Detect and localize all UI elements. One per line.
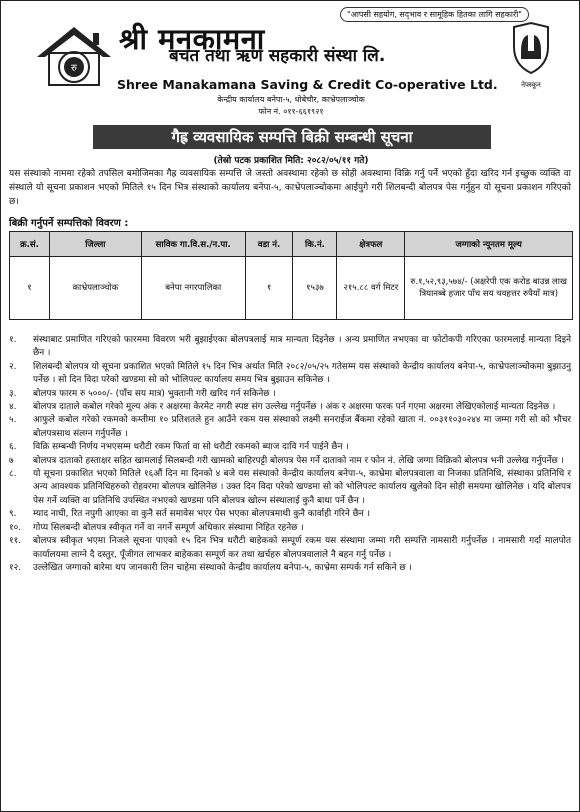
cell-ward: १ xyxy=(245,257,293,320)
office-address: केन्द्रीय कार्यालय बनेपा-५, धोबेचौर, काभ्रेपलाञ्चोक xyxy=(217,95,365,104)
table-header: क्षेत्रफल xyxy=(337,232,405,257)
cell-plot: १५३७ xyxy=(293,257,337,320)
list-item xyxy=(9,468,571,508)
cell-municipality: बनेपा नगरपालिका xyxy=(141,257,245,320)
table-header: कि.नं. xyxy=(293,232,337,257)
list-item xyxy=(9,388,571,401)
term-text: बोलपत्र स्वीकृत भएमा निजले सूचना पाएको १५ दिन भित्र धरौटी बाहेकको सम्पूर्ण रकम यस संस्थामा जम्मा गरी सम्पत्ति नामसारी गर्नुपर्नेछ । नामसारी गर्दा मालपोत कार्यालयमा लाग्ने दै दस्तुर, पूँजीगत लाभकर बाहेकका सम्पूर्ण कर तथा खर्चहरु बोलपत्रवालाले नै बहन गर्नु पर्नेछ । xyxy=(33,536,571,560)
term-text: बोलपत्र दाताले कबोल गरेको मूल्य अंक र अक्षरमा केरमेट नगरी स्पष्ट संग उल्लेख गर्नुपर्नेछ । अंक र अक्षरमा फरक पर्न गएमा अक्षरमा लेखिएकोलाई मान्यता दिइनेछ । xyxy=(33,402,556,413)
list-item xyxy=(9,562,571,575)
right-logo-caption: नेफ्स्कून xyxy=(521,81,541,89)
svg-text:रु: रु xyxy=(71,63,77,74)
term-text: बोलपत्र फारम रु ५०००/- (पाँच सय मात्र) भुक्तानी गरी खरिद गर्न सकिनेछ । xyxy=(33,388,276,399)
property-table xyxy=(9,231,573,320)
table-row xyxy=(10,257,573,320)
cooperative-logo xyxy=(33,23,115,89)
intro-paragraph: यस संस्थाको नाममा रहेको तपसिल बमोजिमका गैह्र व्यवसायिक सम्पत्ति जे जस्तो अवस्थामा रहेको छ सोही अवस्थामा विक्रि गर्नु पर्ने भएको हुँदा खरिद गर्न इच्छुक व्यक्ति वा संस्थाले यो सूचना प्रकाशन भएको मितिले १५ दिन भित्र संस्थाको कार्यालय बनेपा-५, काभ्रेपलाञ्चोकमा आईपुगे गरी शिलबन्दी बोलपत्र पेस गर्नुहुन यो सूचना प्रकाशन गरिएको छ। xyxy=(9,169,571,207)
term-number: ९. xyxy=(9,509,17,520)
term-number: ४. xyxy=(9,402,17,413)
table-header: क्र.सं. xyxy=(10,232,50,257)
term-text: विक्रि सम्बन्धी निर्णय नभएसम्म धरौटी रकम फिर्ता वा सो धरौटी रकमको ब्याज दावि गर्न पाईने छैन । xyxy=(33,442,349,453)
term-text: संस्थाबाट प्रमाणित गरिएको फारममा विवरण भरी बुझाईएका बोलपत्रलाई मात्र मान्यता दिइनेछ । अन्य प्रमाणित नभएका वा फोटोकपी गरिएका फारमलाई मान्यता दिइने छैन । xyxy=(33,335,571,359)
term-text: गोप्य सिलबन्दी बोलपत्र स्वीकृत गर्ने वा नगर्ने सम्पूर्ण अधिकार संस्थामा निहित रहनेछ । xyxy=(33,522,304,533)
term-number: १२. xyxy=(9,562,22,573)
terms-list xyxy=(9,334,571,575)
term-number: ११. xyxy=(9,536,22,547)
table-header: जग्गाको न्यूनतम मूल्य xyxy=(405,232,573,257)
nefscun-logo xyxy=(501,21,561,89)
list-item xyxy=(9,334,571,361)
list-item xyxy=(9,522,571,535)
tagline: "आपसी सहयोग, सद्‌भाव र सामूहिक हितका लागि सहकारी" xyxy=(340,7,529,22)
list-item xyxy=(9,535,571,562)
term-number: २. xyxy=(9,361,17,372)
term-number: ५. xyxy=(9,415,17,426)
table-header: वडा नं. xyxy=(245,232,293,257)
table-header: जिल्ला xyxy=(49,232,141,257)
list-item xyxy=(9,455,571,468)
term-text: म्याद नाघी, रित नपुगी आएका वा कुनै सर्त समावेस भएर पेस भएका बोलपत्रमाथी कुनै कार्वाही गरिने छैन । xyxy=(33,509,370,520)
publish-date: (तेस्रो पटक प्रकाशित मिति: २०८२/०५/११ गते) xyxy=(213,156,369,166)
term-number: ८. xyxy=(9,469,17,480)
term-number: ६. xyxy=(9,442,17,453)
term-number: ७ xyxy=(9,455,14,466)
term-text: उल्लेखित जग्गाको बारेमा थप जानकारी लिन चाहेमा संस्थाको केन्द्रीय कार्यालय बनेपा-५, काभ्रेमा सम्पर्क गर्न सकिने छ । xyxy=(33,562,412,573)
address-block xyxy=(1,94,580,118)
list-item xyxy=(9,401,571,414)
term-text: यो सूचना प्रकाशित भएको मितिले १६औं दिन मा दिनको ४ बजे यस संस्थाको केन्द्रीय कार्यालय बनेपा-५, काभ्रेमा बोलपत्रवाला वा निजका प्रतिनिधि, संस्थाका प्रतिनिधि र अन्य आवश्यक प्रतिनिधिहरुको रोहवरमा बोलपत्र खोलिनेछ । उक्त दिन विदा परेको खण्डमा सो को भोलिपल्ट कार्यालय खुलेको दिन सोही समयमा खोलिनेछ । यदि बोलपत्र पेस गर्ने व्यक्ति वा प्रतिनिधि उपस्थित नभएको खण्डमा पनि बोलपत्र खोल्न संस्थालाई कुनै बाधा पर्ने छैन । xyxy=(33,469,571,506)
org-name-english: Shree Manakamana Saving & Credit Co-operative Ltd. xyxy=(117,77,498,92)
org-name-nepali: श्री मनकामना xyxy=(119,22,265,56)
list-item xyxy=(9,361,571,388)
term-text: आफुले कबोल गरेको रकमको कम्तीमा १० प्रतिशतले हुन आउँने रकम यस संस्थाको लक्ष्मी सनराईज बैंकमा रहेको खाता नं. ००३११०३०२४४ मा जम्मा गरी सो को भौचर बोलपत्रसाथ संलग्न गर्नुपर्नेछ । xyxy=(33,415,571,439)
notice-title: गैह्र व्यवसायिक सम्पत्ति बिक्री सम्बन्धी सूचना xyxy=(93,125,491,149)
cell-area: २१५.८८ वर्ग मिटर xyxy=(337,257,405,320)
table-header: साविक गा.वि.स./न.पा. xyxy=(141,232,245,257)
cell-sn: १ xyxy=(10,257,50,320)
org-subtitle-nepali: बचत तथा ऋण सहकारी संस्था लि. xyxy=(169,46,386,66)
phone-number: फोन नं. ०११-६६१९२१ xyxy=(258,107,324,116)
list-item xyxy=(9,441,571,454)
term-text: बोलपत्र दाताको हस्ताक्षर सहित खामलाई सिलबन्दी गरी खामको बाहिरपट्टी बोलपत्र पेस गर्ने दाताको नाम र फोन नं. लेखि जग्गा विक्रिको बोलपत्र भनी उल्लेख गर्नुपर्नेछ । xyxy=(33,455,564,466)
list-item xyxy=(9,414,571,441)
cell-district: काभ्रेपलाञ्चोक xyxy=(49,257,141,320)
list-item xyxy=(9,508,571,521)
cell-price: रु.१,५२,९३,५७४/- (अक्षरेपी एक करोड बाउन्न लाख त्रियानब्बे हजार पाँच सय चवहत्तर रुपैयाँ मात्र) xyxy=(405,257,573,320)
term-text: शिलबन्दी बोलपत्र यो सूचना प्रकाशित भएको मितिले १५ दिन भित्र अर्थात मिति २०८२/०५/२५ गतेसम्म यस संस्थाको केन्द्रीय कार्यालय बनेपा-५, काभ्रेपलाञ्चोकमा बुझाउनु पर्नेछ । सो दिन विदा परेको खण्डमा सो को भोलिपल्ट कार्यालय समय भित्र बुझाउन सकिनेछ । xyxy=(33,361,571,386)
term-number: १०. xyxy=(9,522,22,533)
term-number: ३. xyxy=(9,388,17,399)
term-number: १. xyxy=(9,335,17,345)
table-header-row xyxy=(10,232,573,257)
section-title: बिक्री गर्नुपर्ने सम्पत्तिको विवरण : xyxy=(9,218,129,229)
